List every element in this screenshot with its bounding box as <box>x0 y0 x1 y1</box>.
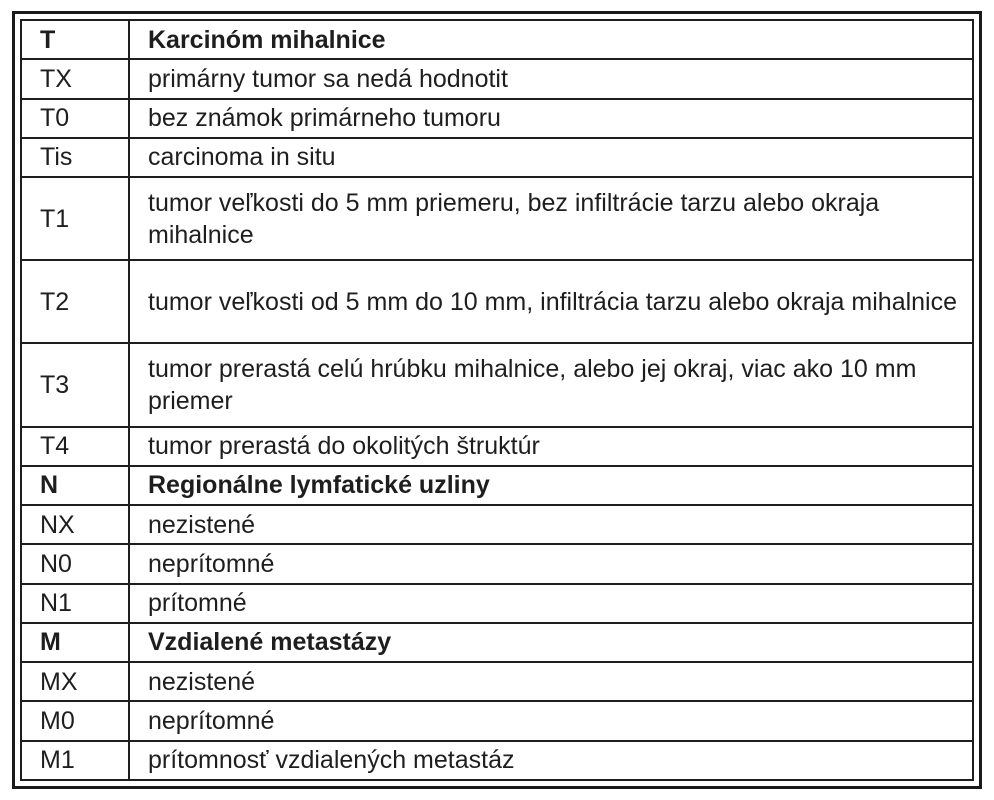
stage-description: bez známok primárneho tumoru <box>129 99 973 138</box>
stage-description: neprítomné <box>129 544 973 583</box>
stage-code: TX <box>21 59 129 98</box>
table-row <box>21 544 973 583</box>
stage-code: Tis <box>21 138 129 177</box>
stage-code: T1 <box>21 177 129 260</box>
section-code: T <box>21 20 129 59</box>
section-code: N <box>21 466 129 505</box>
section-title: Regionálne lymfatické uzliny <box>129 466 973 505</box>
stage-description: neprítomné <box>129 701 973 740</box>
section-header-m <box>21 623 973 662</box>
table-row <box>21 505 973 544</box>
stage-code: N1 <box>21 584 129 623</box>
stage-description: tumor prerastá do okolitých štruktúr <box>129 427 973 466</box>
section-header-n <box>21 466 973 505</box>
section-title: Karcinóm mihalnice <box>129 20 973 59</box>
table-row <box>21 99 973 138</box>
tnm-classification-table <box>20 19 974 781</box>
section-header-t <box>21 20 973 59</box>
table-row <box>21 177 973 260</box>
stage-code: T0 <box>21 99 129 138</box>
table-row <box>21 701 973 740</box>
stage-code: MX <box>21 662 129 701</box>
stage-description: tumor prerastá celú hrúbku mihalnice, alebo jej okraj, viac ako 10 mm priemer <box>129 343 973 426</box>
stage-description: primárny tumor sa nedá hodnotit <box>129 59 973 98</box>
stage-description: nezistené <box>129 505 973 544</box>
stage-code: T2 <box>21 260 129 343</box>
table-frame <box>12 11 982 789</box>
table-row <box>21 662 973 701</box>
stage-description: prítomnosť vzdialených metastáz <box>129 741 973 780</box>
stage-description: tumor veľkosti od 5 mm do 10 mm, infiltrácia tarzu alebo okraja mihalnice <box>129 260 973 343</box>
stage-code: T3 <box>21 343 129 426</box>
stage-description: nezistené <box>129 662 973 701</box>
table-row <box>21 584 973 623</box>
stage-code: M0 <box>21 701 129 740</box>
stage-description: tumor veľkosti do 5 mm priemeru, bez infiltrácie tarzu alebo okraja mihalnice <box>129 177 973 260</box>
table-row <box>21 427 973 466</box>
stage-code: M1 <box>21 741 129 780</box>
table-row <box>21 741 973 780</box>
table-row <box>21 343 973 426</box>
table-row <box>21 59 973 98</box>
table-row <box>21 138 973 177</box>
stage-description: prítomné <box>129 584 973 623</box>
section-title: Vzdialené metastázy <box>129 623 973 662</box>
stage-code: T4 <box>21 427 129 466</box>
stage-description: carcinoma in situ <box>129 138 973 177</box>
stage-code: NX <box>21 505 129 544</box>
section-code: M <box>21 623 129 662</box>
table-row <box>21 260 973 343</box>
stage-code: N0 <box>21 544 129 583</box>
